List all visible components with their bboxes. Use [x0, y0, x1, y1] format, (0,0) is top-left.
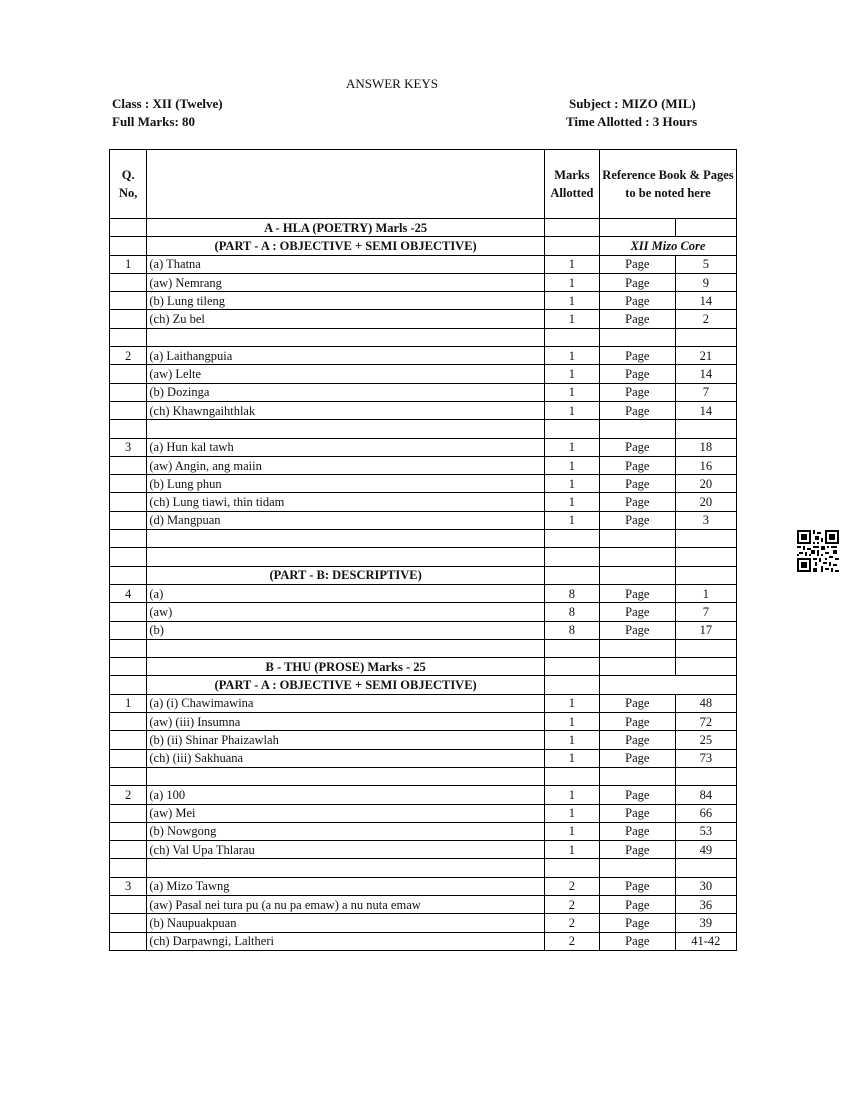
page-label [599, 420, 675, 438]
page-label: Page [599, 621, 675, 639]
page-label: Page [599, 877, 675, 895]
answer-text: (ch) Khawngaihthlak [147, 401, 545, 419]
question-number [110, 456, 147, 474]
answer-text [147, 859, 545, 877]
answer-text: (b) Dozinga [147, 383, 545, 401]
marks-value: 8 [544, 621, 599, 639]
page-number: 39 [675, 914, 736, 932]
page-number [675, 658, 736, 676]
table-row [110, 493, 737, 511]
page-number [675, 566, 736, 584]
page-number: 9 [675, 273, 736, 291]
subsection-row [110, 676, 737, 694]
page-label: Page [599, 493, 675, 511]
answer-text: (ch) Lung tiawi, thin tidam [147, 493, 545, 511]
page-number: 41-42 [675, 932, 736, 950]
marks-value [544, 219, 599, 237]
marks-value: 8 [544, 603, 599, 621]
page-number: 16 [675, 456, 736, 474]
page-number [675, 859, 736, 877]
marks-value: 2 [544, 877, 599, 895]
answer-text: (aw) Lelte [147, 365, 545, 383]
table-row [110, 786, 737, 804]
section-row [110, 658, 737, 676]
question-number: 3 [110, 877, 147, 895]
answer-text: (a) Mizo Tawng [147, 877, 545, 895]
answer-text: (a) [147, 584, 545, 602]
blank-row [110, 548, 737, 566]
marks-value: 1 [544, 365, 599, 383]
page-number [675, 328, 736, 346]
page-label: Page [599, 932, 675, 950]
question-number [110, 420, 147, 438]
question-number [110, 219, 147, 237]
answer-text: (b) [147, 621, 545, 639]
page-label: Page [599, 841, 675, 859]
page-number [675, 420, 736, 438]
subsection-heading: (PART - A : OBJECTIVE + SEMI OBJECTIVE) [147, 237, 545, 255]
question-number [110, 731, 147, 749]
marks-value [544, 566, 599, 584]
question-number [110, 530, 147, 548]
question-number [110, 914, 147, 932]
question-number [110, 932, 147, 950]
answer-text: (ch) Zu bel [147, 310, 545, 328]
answer-text: (d) Mangpuan [147, 511, 545, 529]
marks-value: 1 [544, 401, 599, 419]
question-number [110, 603, 147, 621]
marks-value: 2 [544, 914, 599, 932]
reference-book: XII Mizo Core [599, 237, 736, 255]
table-row [110, 456, 737, 474]
marks-value: 1 [544, 383, 599, 401]
table-row [110, 895, 737, 913]
answer-text [147, 328, 545, 346]
page-number [675, 219, 736, 237]
page-label [599, 219, 675, 237]
question-number: 1 [110, 255, 147, 273]
page-number: 66 [675, 804, 736, 822]
answer-text: (aw) (iii) Insumna [147, 713, 545, 731]
page-label: Page [599, 603, 675, 621]
question-number: 2 [110, 786, 147, 804]
marks-value: 1 [544, 713, 599, 731]
question-number [110, 401, 147, 419]
section-row [110, 219, 737, 237]
page-number: 2 [675, 310, 736, 328]
qr-code-icon [797, 530, 839, 572]
header-q-no: Q. No, [110, 150, 147, 219]
page-label [599, 859, 675, 877]
page-number: 18 [675, 438, 736, 456]
header-marks: Marks Allotted [544, 150, 599, 219]
marks-value: 1 [544, 310, 599, 328]
page-label: Page [599, 895, 675, 913]
table-row [110, 347, 737, 365]
marks-value: 1 [544, 493, 599, 511]
page-label: Page [599, 383, 675, 401]
marks-value [544, 530, 599, 548]
question-number [110, 859, 147, 877]
marks-value: 1 [544, 511, 599, 529]
table-row [110, 749, 737, 767]
subsection-heading: (PART - A : OBJECTIVE + SEMI OBJECTIVE) [147, 676, 545, 694]
question-number [110, 475, 147, 493]
answer-text: (a) Laithangpuia [147, 347, 545, 365]
table-row [110, 914, 737, 932]
page-number: 14 [675, 401, 736, 419]
question-number [110, 493, 147, 511]
class-label: Class : XII (Twelve) [112, 96, 223, 111]
page-number: 1 [675, 584, 736, 602]
blank-row [110, 530, 737, 548]
page-number [675, 639, 736, 657]
answer-keys-table [109, 149, 737, 951]
page-number: 48 [675, 694, 736, 712]
table-row [110, 273, 737, 291]
marks-value [544, 767, 599, 785]
marks-value: 1 [544, 475, 599, 493]
answer-text [147, 767, 545, 785]
answer-text [147, 548, 545, 566]
page-number: 17 [675, 621, 736, 639]
page-label [599, 566, 675, 584]
header-description [147, 150, 545, 219]
question-number [110, 310, 147, 328]
question-number [110, 383, 147, 401]
table-row [110, 841, 737, 859]
page-label: Page [599, 292, 675, 310]
page-label [599, 767, 675, 785]
page-label: Page [599, 786, 675, 804]
table-row [110, 511, 737, 529]
section-heading: B - THU (PROSE) Marks - 25 [147, 658, 545, 676]
answer-text: (ch) (iii) Sakhuana [147, 749, 545, 767]
page-label: Page [599, 347, 675, 365]
table-row [110, 603, 737, 621]
blank-row [110, 639, 737, 657]
page-label: Page [599, 310, 675, 328]
marks-value: 2 [544, 895, 599, 913]
question-number [110, 841, 147, 859]
blank-row [110, 859, 737, 877]
page-label: Page [599, 804, 675, 822]
table-row [110, 365, 737, 383]
page-label: Page [599, 749, 675, 767]
table-row [110, 713, 737, 731]
page-label [599, 530, 675, 548]
table-row [110, 383, 737, 401]
section-heading: (PART - B: DESCRIPTIVE) [147, 566, 545, 584]
answer-text [147, 420, 545, 438]
marks-value: 1 [544, 749, 599, 767]
question-number [110, 895, 147, 913]
page-number: 5 [675, 255, 736, 273]
table-row [110, 401, 737, 419]
question-number [110, 328, 147, 346]
page-number: 7 [675, 383, 736, 401]
table-row [110, 822, 737, 840]
marks-value: 1 [544, 822, 599, 840]
answer-text: (ch) Val Upa Thlarau [147, 841, 545, 859]
answer-text [147, 530, 545, 548]
page-label: Page [599, 822, 675, 840]
answer-text: (a) 100 [147, 786, 545, 804]
page-number: 20 [675, 493, 736, 511]
marks-value: 1 [544, 292, 599, 310]
marks-value: 1 [544, 255, 599, 273]
page-number [675, 530, 736, 548]
time-allotted-label: Time Allotted : 3 Hours [566, 114, 698, 129]
table-header-row [110, 150, 737, 219]
marks-value: 1 [544, 841, 599, 859]
page-number: 25 [675, 731, 736, 749]
question-number [110, 639, 147, 657]
table-row [110, 255, 737, 273]
question-number [110, 658, 147, 676]
page-number [675, 548, 736, 566]
page-number: 36 [675, 895, 736, 913]
answer-text [147, 639, 545, 657]
question-number: 4 [110, 584, 147, 602]
page-number: 30 [675, 877, 736, 895]
table-row [110, 584, 737, 602]
page-number: 7 [675, 603, 736, 621]
question-number [110, 511, 147, 529]
answer-text: (b) Naupuakpuan [147, 914, 545, 932]
header-reference: Reference Book & Pages to be noted here [599, 150, 736, 219]
answer-text: (aw) Mei [147, 804, 545, 822]
table-row [110, 804, 737, 822]
question-number [110, 713, 147, 731]
table-row [110, 310, 737, 328]
marks-value: 1 [544, 786, 599, 804]
table-row [110, 438, 737, 456]
marks-value: 1 [544, 438, 599, 456]
marks-value [544, 658, 599, 676]
page-label: Page [599, 694, 675, 712]
question-number [110, 548, 147, 566]
page-label [599, 328, 675, 346]
marks-value: 1 [544, 731, 599, 749]
page-label: Page [599, 365, 675, 383]
page-label: Page [599, 731, 675, 749]
question-number [110, 822, 147, 840]
answer-text: (b) Lung phun [147, 475, 545, 493]
page-number: 14 [675, 292, 736, 310]
marks-value [544, 548, 599, 566]
question-number [110, 767, 147, 785]
page-number: 14 [675, 365, 736, 383]
marks-value: 8 [544, 584, 599, 602]
page-label: Page [599, 456, 675, 474]
blank-row [110, 767, 737, 785]
page-label: Page [599, 914, 675, 932]
page-label [599, 639, 675, 657]
page-number: 72 [675, 713, 736, 731]
answer-text: (ch) Darpawngi, Laltheri [147, 932, 545, 950]
question-number [110, 365, 147, 383]
table-row [110, 621, 737, 639]
marks-value [544, 639, 599, 657]
marks-value: 1 [544, 347, 599, 365]
table-row [110, 475, 737, 493]
marks-value [544, 676, 599, 694]
page-label: Page [599, 475, 675, 493]
question-number [110, 749, 147, 767]
marks-value [544, 237, 599, 255]
table-row [110, 932, 737, 950]
page-number [675, 767, 736, 785]
marks-value [544, 420, 599, 438]
page-label [599, 548, 675, 566]
question-number [110, 621, 147, 639]
answer-text: (aw) Pasal nei tura pu (a nu pa emaw) a nu nuta emaw [147, 895, 545, 913]
blank-row [110, 420, 737, 438]
reference-book [599, 676, 736, 694]
answer-text: (b) Lung tileng [147, 292, 545, 310]
page-label: Page [599, 713, 675, 731]
full-marks-label: Full Marks: 80 [112, 114, 196, 129]
answer-text: (aw) Nemrang [147, 273, 545, 291]
table-row [110, 731, 737, 749]
question-number: 2 [110, 347, 147, 365]
marks-value [544, 328, 599, 346]
page-number: 49 [675, 841, 736, 859]
page-label: Page [599, 255, 675, 273]
question-number: 3 [110, 438, 147, 456]
page-number: 73 [675, 749, 736, 767]
answer-text: (a) (i) Chawimawina [147, 694, 545, 712]
table-row [110, 694, 737, 712]
blank-row [110, 328, 737, 346]
answer-text: (a) Thatna [147, 255, 545, 273]
page-number: 21 [675, 347, 736, 365]
page-number: 20 [675, 475, 736, 493]
answer-text: (a) Hun kal tawh [147, 438, 545, 456]
marks-value: 2 [544, 932, 599, 950]
page-label: Page [599, 401, 675, 419]
question-number [110, 273, 147, 291]
table-row [110, 877, 737, 895]
question-number [110, 566, 147, 584]
marks-value: 1 [544, 694, 599, 712]
document-title: ANSWER KEYS [345, 76, 439, 91]
answer-text: (b) (ii) Shinar Phaizawlah [147, 731, 545, 749]
table-row [110, 292, 737, 310]
question-number [110, 676, 147, 694]
question-number [110, 237, 147, 255]
subsection-row [110, 237, 737, 255]
subject-label: Subject : MIZO (MIL) [569, 96, 696, 111]
answer-text: (b) Nowgong [147, 822, 545, 840]
marks-value [544, 859, 599, 877]
page-label: Page [599, 273, 675, 291]
question-number [110, 804, 147, 822]
page-label: Page [599, 511, 675, 529]
section-heading: A - HLA (POETRY) Marls -25 [147, 219, 545, 237]
question-number [110, 292, 147, 310]
question-number: 1 [110, 694, 147, 712]
marks-value: 1 [544, 456, 599, 474]
section-row [110, 566, 737, 584]
page-label: Page [599, 584, 675, 602]
page-number: 84 [675, 786, 736, 804]
answer-text: (aw) [147, 603, 545, 621]
page-label: Page [599, 438, 675, 456]
page-number: 53 [675, 822, 736, 840]
answer-text: (aw) Angin, ang maiin [147, 456, 545, 474]
page-number: 3 [675, 511, 736, 529]
marks-value: 1 [544, 273, 599, 291]
marks-value: 1 [544, 804, 599, 822]
page-label [599, 658, 675, 676]
